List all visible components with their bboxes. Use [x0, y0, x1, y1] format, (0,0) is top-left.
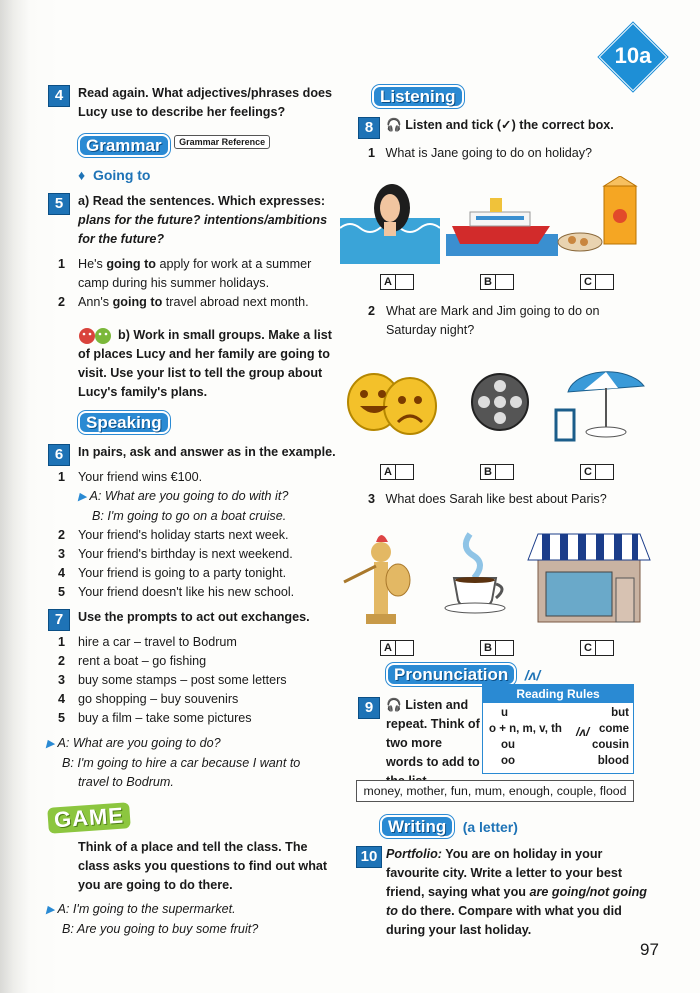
item-text: Your friend doesn't like his new school.: [78, 585, 295, 599]
item-text: buy a film – take some pictures: [78, 711, 252, 725]
exercise-instruction: Read again. What adjectives/phrases does Lucy use to describe her feelings?: [78, 86, 333, 119]
answer-box-a[interactable]: [380, 272, 414, 290]
dialogue-line: [46, 920, 336, 939]
item-number: 2: [368, 304, 376, 318]
instruction-text: Listen and tick (✓) the correct box.: [405, 118, 614, 132]
exercise-number: 4: [48, 85, 70, 107]
reading-rules-title: Reading Rules: [483, 685, 633, 703]
dialogue-line: [46, 900, 336, 920]
list-item: [58, 671, 334, 690]
answer-box-label: [480, 464, 514, 480]
writing-title: Writing: [380, 815, 454, 838]
pronunciation-symbol: /ʌ/: [524, 667, 541, 683]
dialogue-b: B: I'm going to hire a car because I want to: [62, 756, 301, 770]
instruction-text: Listen and repeat. Think of two more words to add to: [386, 698, 480, 769]
answer-box-label: [480, 274, 514, 290]
list-item: [58, 255, 334, 293]
item-number: 5: [58, 585, 66, 599]
box-letter: C: [584, 642, 592, 654]
sentence-highlight: going to: [112, 295, 163, 309]
box-letter: B: [484, 466, 492, 478]
exercise-instruction: [386, 845, 656, 940]
answer-box-c[interactable]: [580, 638, 614, 656]
item-number: 2: [58, 295, 66, 309]
list-item: [58, 468, 334, 487]
unit-badge: [596, 20, 670, 94]
arrow-icon: ▶: [46, 904, 55, 916]
grammar-topic-label: Going to: [92, 167, 151, 183]
list-item: [58, 564, 334, 583]
grammar-title: Grammar: [78, 134, 170, 157]
item-number: 1: [58, 257, 66, 271]
exercise-number: 10: [356, 846, 382, 868]
reading-rules-box: [482, 684, 634, 774]
question-text: What does Sarah like best about Paris?: [385, 492, 607, 506]
dialogue-b-cont: travel to Bodrum.: [78, 775, 174, 789]
picture-film-reel: [470, 372, 530, 432]
exercise-6: [48, 443, 338, 462]
group-work-icon: [78, 327, 114, 345]
item-text: hire a car – travel to Bodrum: [78, 635, 237, 649]
list-item: [58, 652, 334, 671]
unit-badge-label: 10a: [614, 43, 652, 68]
arrow-icon: ▶: [46, 738, 55, 750]
listening-heading: [372, 86, 464, 108]
box-letter: A: [384, 276, 392, 288]
answer-box-label: [580, 274, 614, 290]
tick-cell[interactable]: [395, 641, 410, 655]
rules-symbol: /ʌ/: [576, 725, 590, 739]
example-sentences: [58, 255, 334, 312]
answer-box-b[interactable]: [480, 462, 514, 480]
dialogue-b: B: Are you going to buy some fruit?: [62, 922, 259, 936]
tick-cell[interactable]: [595, 275, 610, 289]
example-word: but: [611, 707, 629, 719]
diamond-bullet-icon: ♦: [78, 167, 86, 183]
item-number: 3: [368, 492, 376, 506]
arrow-icon: ▶: [78, 491, 87, 503]
grammar-heading: [78, 135, 270, 157]
item-number: 5: [58, 711, 66, 725]
exercise-number: 8: [358, 117, 380, 139]
word-list: money, mother, fun, mum, enough, couple, flood: [363, 784, 627, 798]
answer-box-a[interactable]: [380, 462, 414, 480]
answer-box-label: [380, 274, 414, 290]
item-number: 2: [58, 528, 66, 542]
exercise-7: [48, 608, 338, 627]
grammar-reference-tag[interactable]: Grammar Reference: [174, 135, 270, 149]
sentence-start: Ann's: [78, 295, 113, 309]
item-number: 2: [58, 654, 66, 668]
tick-cell[interactable]: [595, 465, 610, 479]
box-letter: A: [384, 466, 392, 478]
answer-box-label: [380, 640, 414, 656]
spelling-pattern: ou: [501, 739, 516, 751]
box-letter: B: [484, 276, 492, 288]
pronunciation-heading: [386, 664, 540, 686]
exercise-9: [358, 696, 482, 791]
question-text: What is Jane going to do on holiday?: [385, 146, 593, 160]
item-text: buy some stamps – post some letters: [78, 673, 287, 687]
item-number: 4: [58, 692, 66, 706]
example-word: blood: [597, 755, 629, 767]
exercise-instruction: [386, 116, 658, 135]
exercise-instruction: Use the prompts to act out exchanges.: [78, 610, 310, 624]
answer-box-label: [580, 464, 614, 480]
picture-cruise-ship: [446, 190, 558, 256]
exercise-number: 5: [48, 193, 70, 215]
list-item: [58, 526, 334, 545]
exercise-instruction: b) Work in small groups. Make a list of places Lucy and her family are going to visit. Use your list to tell the group about Lucy's family's plans.: [78, 328, 332, 399]
dialogue-a: A: What are you going to do with it?: [89, 489, 289, 503]
dialogue-a: A: I'm going to the supermarket.: [57, 902, 236, 916]
tick-cell[interactable]: [495, 465, 510, 479]
item-text: Your friend's birthday is next weekend.: [78, 547, 293, 561]
box-letter: C: [584, 276, 592, 288]
list-item: [58, 545, 334, 564]
item-number: 3: [58, 547, 66, 561]
game-dialogue: [46, 900, 336, 939]
exercise-instruction: a) Read the sentences. Which expresses:: [78, 194, 326, 208]
exercise-number: 9: [358, 697, 380, 719]
item-number: 1: [368, 146, 376, 160]
sentence-start: He's: [78, 257, 107, 271]
exercise-5: [48, 192, 334, 249]
headphones-icon: 🎧: [386, 118, 402, 132]
list-item: [58, 293, 334, 312]
item-number: 3: [58, 673, 66, 687]
headphones-icon: 🎧: [386, 698, 402, 712]
box-letter: B: [484, 642, 492, 654]
question-2: [368, 302, 608, 340]
picture-cafe-table: [548, 362, 648, 444]
question-text: What are Mark and Jim going to do on Saturday night?: [386, 304, 600, 337]
item-text: go shopping – buy souvenirs: [78, 692, 239, 706]
list-item: [58, 709, 334, 728]
exercise-10: [356, 845, 656, 940]
listening-title: Listening: [372, 85, 464, 108]
portfolio-label: Portfolio:: [386, 847, 442, 861]
answer-box-label: [480, 640, 514, 656]
exercise-7-items: [58, 633, 334, 728]
answer-box-b[interactable]: [480, 272, 514, 290]
writing-subtitle: (a letter): [462, 819, 518, 835]
item-text: Your friend is going to a party tonight.: [78, 566, 287, 580]
game-title: GAME: [47, 802, 131, 834]
dialogue-line: [46, 773, 336, 792]
exercise-number: 7: [48, 609, 70, 631]
answer-box-c[interactable]: [580, 462, 614, 480]
grammar-topic: [78, 167, 150, 183]
dialogue-line: [46, 734, 336, 754]
sentence-end: travel abroad next month.: [162, 295, 309, 309]
dialogue-line: [46, 754, 336, 773]
exercise-6-items: [58, 468, 334, 602]
page-number: 97: [640, 940, 659, 959]
instruction-text: You are on holiday in your favourite city. Write a letter to your best friend, saying what you: [386, 847, 623, 899]
instruction-text-end: do there. Compare with what you did during your last holiday.: [386, 904, 622, 937]
writing-heading: [380, 816, 518, 838]
box-letter: A: [384, 642, 392, 654]
question-1: [368, 144, 658, 163]
dialogue-line: [58, 507, 334, 526]
tick-cell[interactable]: [495, 641, 510, 655]
picture-coffee-cup: [442, 528, 512, 614]
picture-swimming: [340, 178, 440, 264]
tick-cell[interactable]: [495, 275, 510, 289]
exercise-4: [48, 84, 338, 122]
answer-box-b[interactable]: [480, 638, 514, 656]
example-word: cousin: [591, 739, 629, 751]
spelling-pattern: o + n, m, v, th: [489, 723, 562, 735]
picture-cooking: [556, 176, 646, 256]
exercise-instruction: [386, 696, 482, 791]
exercise-8: [358, 116, 658, 135]
game-heading: [48, 802, 130, 833]
item-text: Your friend's holiday starts next week.: [78, 528, 289, 542]
picture-theatre-masks: [344, 370, 440, 436]
exercise-number: 6: [48, 444, 70, 466]
instruction-emphasis: are going/not going to: [386, 885, 647, 918]
exercise-5b: [78, 326, 334, 402]
item-text: rent a boat – go fishing: [78, 654, 207, 668]
speaking-title: Speaking: [78, 411, 170, 434]
list-item: [58, 690, 334, 709]
tick-cell[interactable]: [595, 641, 610, 655]
item-text: Your friend wins €100.: [78, 470, 203, 484]
answer-box-label: [580, 640, 614, 656]
answer-box-a[interactable]: [380, 638, 414, 656]
pronunciation-title: Pronunciation: [386, 663, 516, 686]
box-letter: C: [584, 466, 592, 478]
answer-box-c[interactable]: [580, 272, 614, 290]
exercise-instruction: In pairs, ask and answer as in the example.: [78, 445, 336, 459]
spelling-pattern: oo: [501, 755, 516, 767]
exercise-7-dialogue: [46, 734, 336, 792]
question-3: [368, 490, 658, 509]
item-number: 1: [58, 470, 66, 484]
answer-box-label: [380, 464, 414, 480]
item-number: 4: [58, 566, 66, 580]
example-word: come: [598, 723, 629, 735]
picture-shop-front: [524, 530, 654, 624]
dialogue-b: B: I'm going to go on a boat cruise.: [92, 509, 287, 523]
word-list-box: [356, 780, 634, 802]
sentence-highlight: going to: [106, 257, 156, 271]
dialogue-a: A: What are you going to do?: [57, 736, 221, 750]
tick-cell[interactable]: [395, 275, 410, 289]
game-instruction: Think of a place and tell the class. The class asks you questions to find out what you are going to do there.: [78, 840, 328, 892]
list-item: [58, 633, 334, 652]
spelling-pattern: u: [501, 707, 509, 719]
picture-statue: [340, 522, 420, 626]
tick-cell[interactable]: [395, 465, 410, 479]
dialogue-line: [58, 487, 334, 507]
speaking-heading: [78, 412, 170, 434]
list-item: [58, 583, 334, 602]
item-number: 1: [58, 635, 66, 649]
sentence-end: apply for work at a summer camp during his summer holidays.: [78, 257, 312, 290]
exercise-prompt: plans for the future? intentions/ambitions for the future?: [78, 213, 328, 246]
